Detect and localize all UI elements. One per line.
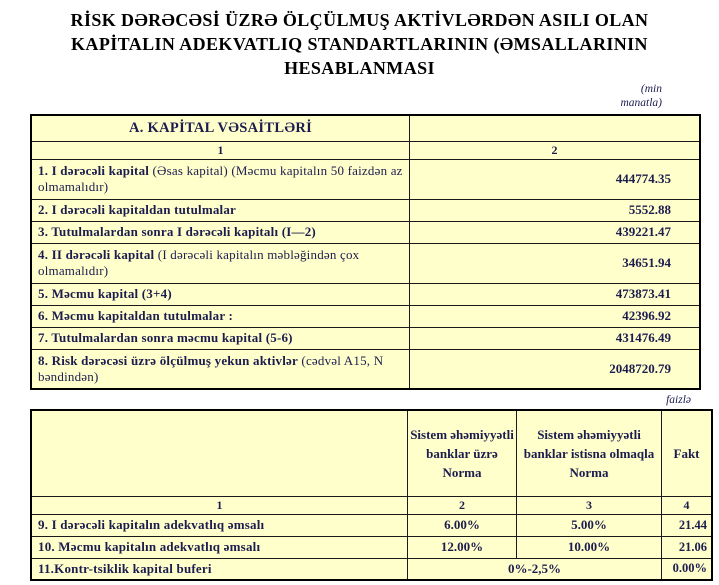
row-value: 34651.94 bbox=[410, 243, 701, 283]
table-row bbox=[31, 410, 712, 496]
row-label bbox=[31, 305, 410, 327]
col-number-cell: 2 bbox=[408, 496, 517, 514]
norma-systemic-value: 6.00% bbox=[408, 514, 517, 536]
row-label-bold: 2. I dərəcəli kapitaldan tutulmalar bbox=[38, 202, 237, 217]
table-row bbox=[31, 327, 700, 349]
norma-systemic-value: 12.00% bbox=[408, 536, 517, 558]
row-label bbox=[31, 199, 410, 221]
capital-table-header: A. KAPİTAL VƏSAİTLƏRİ bbox=[31, 115, 410, 141]
row-value: 473873.41 bbox=[410, 283, 701, 305]
table-row bbox=[31, 159, 700, 199]
fakt-value: 21.06 bbox=[662, 536, 713, 558]
row-label-bold: 3. Tutulmalardan sonra I dərəcəli kapitalı (I—2) bbox=[38, 224, 316, 239]
row-label bbox=[31, 349, 410, 389]
table-row bbox=[31, 305, 700, 327]
row-label-bold: 5. Məcmu kapital (3+4) bbox=[38, 286, 172, 301]
row-label-bold: 7. Tutulmalardan sonra məcmu kapital (5-6) bbox=[38, 330, 293, 345]
table-row bbox=[31, 141, 700, 159]
fakt-value: 21.44 bbox=[662, 514, 713, 536]
fakt-header: Fakt bbox=[662, 410, 713, 496]
row-label-bold: 8. Risk dərəcəsi üzrə ölçülmuş yekun aktivlər bbox=[38, 352, 298, 368]
norma-other-header: Sistem əhəmiyyətli banklar istisna olmaqla Norma bbox=[517, 410, 662, 496]
capital-funds-table bbox=[30, 114, 701, 390]
table-row bbox=[31, 115, 700, 141]
ratio-header-empty-cell bbox=[31, 410, 408, 496]
page-title bbox=[0, 8, 719, 80]
table-row bbox=[31, 514, 712, 536]
page-title-line-3: HESABLANMASI bbox=[284, 58, 435, 78]
row-label bbox=[31, 243, 410, 283]
row-value: 2048720.79 bbox=[410, 349, 701, 389]
buffer-row-label: 11.Kontr-tsiklik kapital buferi bbox=[31, 558, 408, 580]
table-row bbox=[31, 199, 700, 221]
row-label bbox=[31, 283, 410, 305]
table-row bbox=[31, 221, 700, 243]
table-row bbox=[31, 558, 712, 580]
row-value: 439221.47 bbox=[410, 221, 701, 243]
table-row bbox=[31, 349, 700, 389]
col-number-cell: 1 bbox=[31, 141, 410, 159]
ratio-row-label: 9. I dərəcəli kapitalın adekvatlıq əmsalı bbox=[31, 514, 408, 536]
col-number-cell: 3 bbox=[517, 496, 662, 514]
unit-note-faizle: faizlə bbox=[666, 394, 691, 406]
row-value: 5552.88 bbox=[410, 199, 701, 221]
col-number-cell: 2 bbox=[410, 141, 701, 159]
col-number-cell: 4 bbox=[662, 496, 713, 514]
row-label-bold: 6. Məcmu kapitaldan tutulmalar : bbox=[38, 308, 234, 323]
row-label bbox=[31, 221, 410, 243]
unit-note-min-manatla: (min manatla) bbox=[620, 83, 662, 109]
col-number-cell: 1 bbox=[31, 496, 408, 514]
row-label-rest: (cədvəl A15, N bəndindən) bbox=[38, 352, 384, 384]
table-row bbox=[31, 283, 700, 305]
row-value: 42396.92 bbox=[410, 305, 701, 327]
row-label-rest: (I dərəcəli kapitalın məbləğindən çox olmamalıdır) bbox=[38, 247, 360, 278]
adequacy-ratios-table bbox=[30, 409, 713, 581]
norma-systemic-header: Sistem əhəmiyyətli banklar üzrə Norma bbox=[408, 410, 517, 496]
fakt-value: 0.00% bbox=[662, 558, 713, 580]
row-value: 431476.49 bbox=[410, 327, 701, 349]
norma-other-value: 5.00% bbox=[517, 514, 662, 536]
row-value: 444774.35 bbox=[410, 159, 701, 199]
norma-other-value: 10.00% bbox=[517, 536, 662, 558]
capital-table-header-empty-cell bbox=[410, 115, 701, 141]
table-row bbox=[31, 243, 700, 283]
row-label-bold: 1. I dərəcəli kapital bbox=[38, 163, 150, 178]
table-row bbox=[31, 496, 712, 514]
table-row bbox=[31, 536, 712, 558]
page-title-line-1: RİSK DƏRƏCƏSİ ÜZRƏ ÖLÇÜLMUŞ AKTİVLƏRDƏN ASILI OLAN bbox=[70, 10, 649, 30]
row-label-bold: 4. II dərəcəli kapital bbox=[38, 247, 155, 262]
row-label bbox=[31, 159, 410, 199]
row-label-rest: (Əsas kapital) (Məcmu kapitalın 50 faizdən az olmamalıdır) bbox=[38, 163, 403, 194]
page-title-line-2: KAPİTALIN ADEKVATLIQ STANDARTLARININ (ƏMSALLARININ bbox=[71, 34, 648, 54]
row-label bbox=[31, 327, 410, 349]
buffer-range-value: 0%-2,5% bbox=[408, 558, 662, 580]
ratio-row-label: 10. Məcmu kapitalın adekvatlıq əmsalı bbox=[31, 536, 408, 558]
